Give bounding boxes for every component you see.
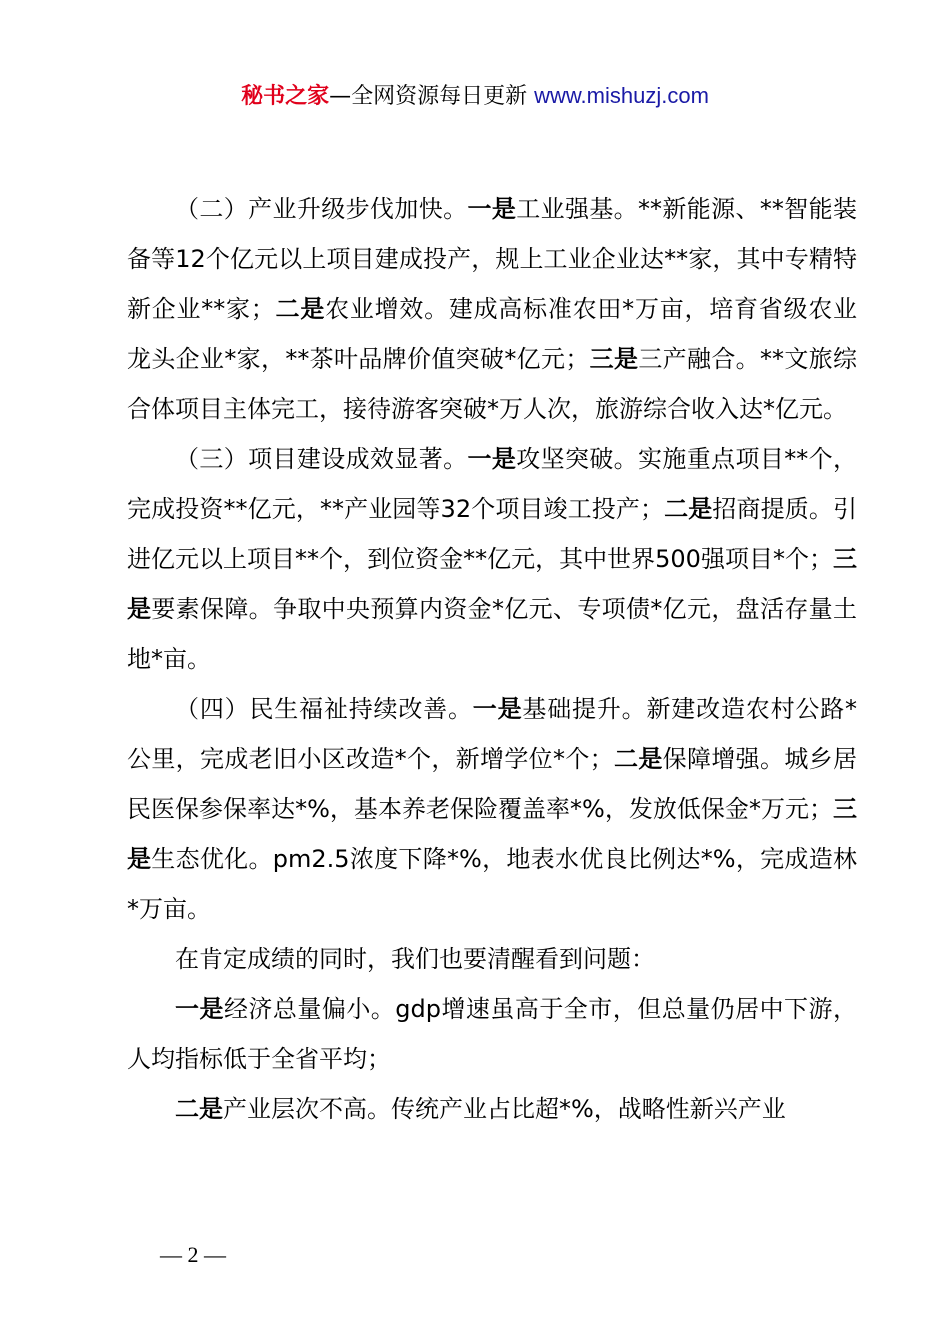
header-separator: — xyxy=(329,84,352,109)
paragraph-text: 产业层次不高。传统产业占比超*%，战略性新兴产业 xyxy=(223,1095,786,1123)
emphasis-label: 一是 xyxy=(472,695,523,723)
paragraph xyxy=(127,434,857,684)
paragraph-text: 生态优化。pm2.5浓度下降*%，地表水优良比例达*%，完成造林*万亩。 xyxy=(127,845,858,923)
emphasis-label: 三是 xyxy=(589,345,639,373)
paragraph-text: （四）民生福祉持续改善。 xyxy=(175,695,473,723)
paragraph-text: （三）项目建设成效显著。 xyxy=(175,445,468,473)
paragraph xyxy=(127,1084,857,1134)
header-tagline: 全网资源每日更新 xyxy=(351,84,528,109)
paragraph-text: 在肯定成绩的同时，我们也要清醒看到问题： xyxy=(175,945,655,973)
paragraph-text: 保障增强。城乡居民医保参保率达*%，基本养老保险覆盖率*%，发放低保金*万元； xyxy=(127,745,858,823)
emphasis-label: 三是 xyxy=(127,795,857,873)
paragraph xyxy=(127,934,857,984)
emphasis-label: 二是 xyxy=(175,1095,223,1123)
emphasis-label: 一是 xyxy=(467,195,517,223)
paragraph-text: 经济总量偏小。gdp增速虽高于全市，但总量仍居中下游，人均指标低于全省平均； xyxy=(127,995,858,1073)
paragraph xyxy=(127,184,857,434)
emphasis-label: 三是 xyxy=(127,545,858,623)
paragraph-text: 招商提质。引进亿元以上项目**个，到位资金**亿元，其中世界500强项目*个； xyxy=(127,495,858,573)
paragraph-text: 三产融合。**文旅综合体项目主体完工，接待游客突破*万人次，旅游综合收入达*亿元。 xyxy=(127,345,858,423)
document-body xyxy=(127,184,857,1134)
emphasis-label: 二是 xyxy=(274,295,326,323)
paragraph-text: 农业增效。建成高标准农田*万亩，培育省级农业龙头企业*家，**茶叶品牌价值突破*亿元； xyxy=(127,295,858,373)
emphasis-label: 一是 xyxy=(467,445,517,473)
page-number: — 2 — xyxy=(160,1242,226,1267)
brand-name: 秘书之家 xyxy=(241,84,330,109)
page-header xyxy=(0,80,950,113)
paragraph-text: 基础提升。新建改造农村公路*公里，完成老旧小区改造*个，新增学位*个； xyxy=(127,695,858,773)
paragraph xyxy=(127,984,857,1084)
paragraph xyxy=(127,684,857,934)
paragraph-text: 攻坚突破。实施重点项目**个，完成投资**亿元，**产业园等32个项目竣工投产； xyxy=(127,445,858,523)
emphasis-label: 二是 xyxy=(613,745,663,773)
emphasis-label: 一是 xyxy=(175,995,224,1023)
paragraph-text: 工业强基。**新能源、**智能装备等12个亿元以上项目建成投产，规上工业企业达**家，其中专精特新企业**家； xyxy=(127,195,858,323)
header-url-link[interactable]: www.mishuzj.com xyxy=(534,83,709,108)
paragraph-text: 要素保障。争取中央预算内资金*亿元、专项债*亿元，盘活存量土地*亩。 xyxy=(127,595,858,673)
paragraph-text: （二）产业升级步伐加快。 xyxy=(175,195,468,223)
emphasis-label: 二是 xyxy=(664,495,713,523)
